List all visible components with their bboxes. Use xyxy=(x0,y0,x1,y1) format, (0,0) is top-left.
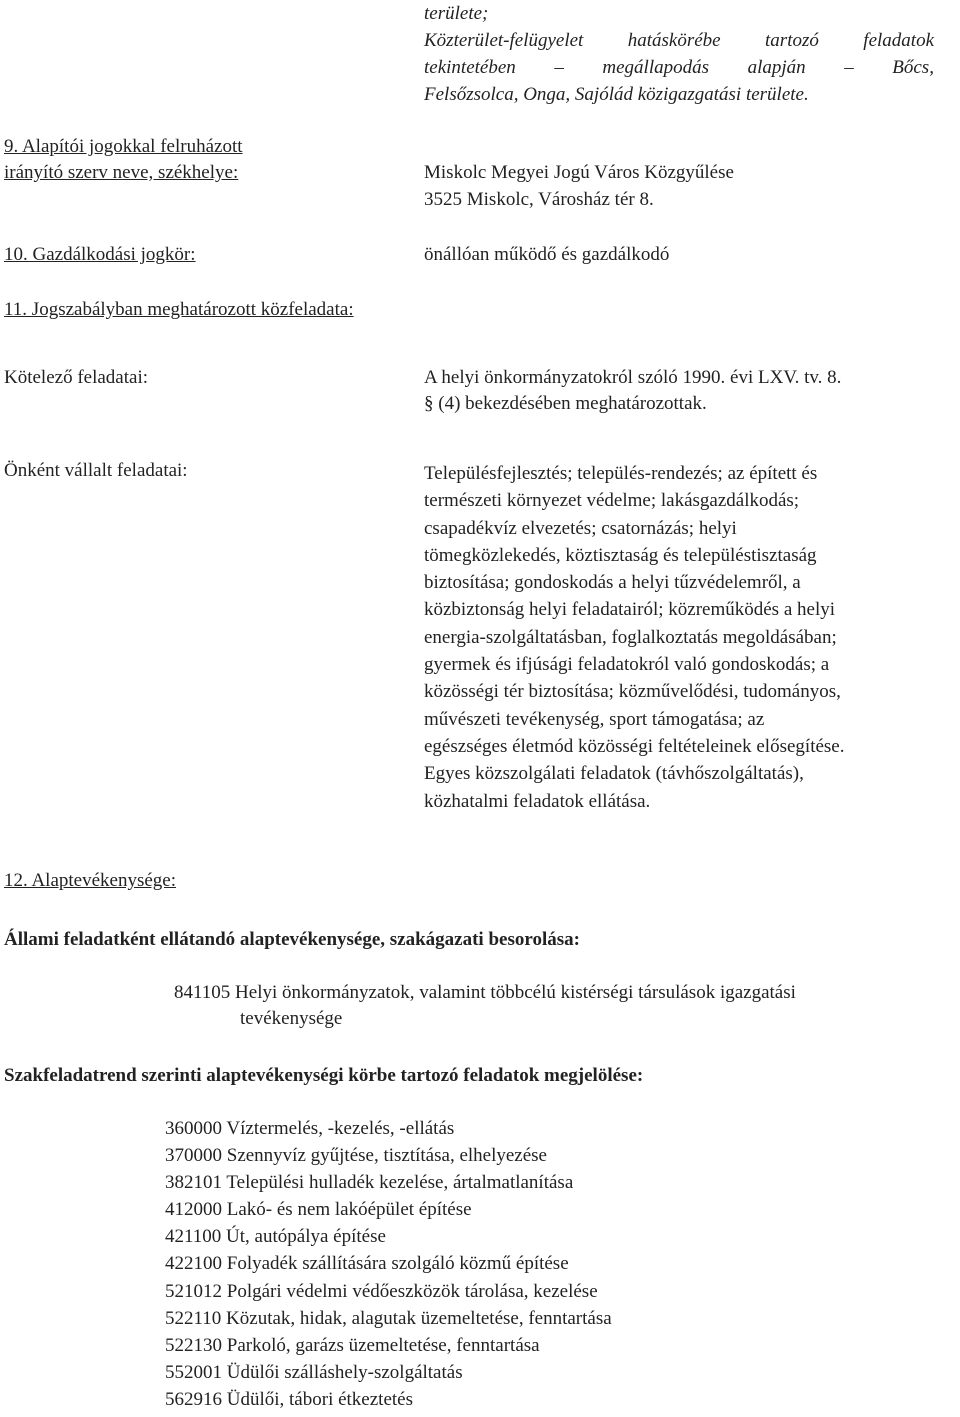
item10-value: önállóan működő és gazdálkodó xyxy=(424,244,670,265)
text-line: művészeti tevékenység, sport támogatása; az xyxy=(424,708,765,730)
list-item: 562916 Üdülői, tábori étkeztetés xyxy=(165,1388,413,1410)
item12-heading: 12. Alaptevékenysége: xyxy=(4,870,177,891)
text-line: közösségi tér biztosítása; közművelődési, tudományos, xyxy=(424,681,841,703)
text-line: közbiztonság helyi feladatairól; közreműködés a helyi xyxy=(424,599,835,621)
list-item: 421100 Út, autópálya építése xyxy=(165,1226,386,1248)
szakfeladat-list xyxy=(165,1115,612,1413)
continuation-line-4: Felsőzsolca, Onga, Sajólád közigazgatási területe. xyxy=(424,84,809,105)
state-task-line2: tevékenysége xyxy=(240,1008,343,1029)
continuation-line-3 xyxy=(424,54,934,81)
list-item: 412000 Lakó- és nem lakóépület építése xyxy=(165,1199,472,1221)
state-task-line1: 841105 Helyi önkormányzatok, valamint többcélú kistérségi társulások igazgatási xyxy=(174,982,796,1003)
list-item: 521012 Polgári védelmi védőeszközök tárolása, kezelése xyxy=(165,1280,598,1302)
list-item: 522110 Közutak, hidak, alagutak üzemeltetése, fenntartása xyxy=(165,1307,612,1329)
item11-heading: 11. Jogszabályban meghatározott közfeladata: xyxy=(4,299,354,320)
item10-label: 10. Gazdálkodási jogkör: xyxy=(4,244,196,265)
mandatory-tasks-value-line1: A helyi önkormányzatokról szóló 1990. évi LXV. tv. 8. xyxy=(424,367,842,388)
text-line: energia-szolgáltatásban, foglalkoztatás megoldásában; xyxy=(424,626,837,648)
word: tartozó xyxy=(765,30,819,51)
mandatory-tasks-label: Kötelező feladatai: xyxy=(4,367,149,388)
text-line: gyermek és ifjúsági feladatokról való gondoskodás; a xyxy=(424,654,830,676)
voluntary-tasks-label: Önként vállalt feladatai: xyxy=(4,460,188,481)
list-item: 522130 Parkoló, garázs üzemeltetése, fenntartása xyxy=(165,1334,540,1356)
text-line: egészséges életmód közösségi feltételeinek elősegítése. xyxy=(424,735,845,757)
word: tekintetében xyxy=(424,57,516,78)
item9-value-line2: 3525 Miskolc, Városház tér 8. xyxy=(424,189,654,210)
item9-label-line1: 9. Alapítói jogokkal felruházott xyxy=(4,136,243,157)
word: megállapodás xyxy=(602,57,710,78)
word: Közterület-felügyelet xyxy=(424,30,584,51)
list-item: 370000 Szennyvíz gyűjtése, tisztítása, elhelyezése xyxy=(165,1145,547,1167)
list-item: 360000 Víztermelés, -kezelés, -ellátás xyxy=(165,1118,455,1139)
word: hatáskörébe xyxy=(627,30,721,51)
text-line: csapadékvíz elvezetés; csatornázás; helyi xyxy=(424,517,737,539)
list-item: 552001 Üdülői szálláshely-szolgáltatás xyxy=(165,1361,463,1383)
list-item: 422100 Folyadék szállítására szolgáló közmű építése xyxy=(165,1253,569,1275)
text-line: tömegközlekedés, köztisztaság és településtisztaság xyxy=(424,544,817,566)
text-line: közhatalmi feladatok ellátása. xyxy=(424,790,651,812)
word: feladatok xyxy=(863,30,934,51)
text-line: biztosítása; gondoskodás a helyi tűzvédelemről, a xyxy=(424,572,801,594)
text-line: természeti környezet védelme; lakásgazdálkodás; xyxy=(424,490,800,512)
word: alapján xyxy=(747,57,806,78)
item9-label-line2: irányító szerv neve, székhelye: xyxy=(4,162,239,183)
text-line: Településfejlesztés; település-rendezés; az épített és xyxy=(424,463,818,484)
word: Bőcs, xyxy=(892,57,934,78)
text-line: Egyes közszolgálati feladatok (távhőszolgáltatás), xyxy=(424,763,804,785)
mandatory-tasks-value-line2: § (4) bekezdésében meghatározottak. xyxy=(424,393,707,414)
state-task-heading: Állami feladatként ellátandó alaptevékenysége, szakágazati besorolása: xyxy=(4,929,580,950)
word: – xyxy=(844,57,854,78)
voluntary-tasks-text xyxy=(424,460,954,815)
list-item: 382101 Települési hulladék kezelése, ártalmatlanítása xyxy=(165,1172,574,1194)
continuation-line-2 xyxy=(424,27,934,54)
item9-value-line1: Miskolc Megyei Jogú Város Közgyűlése xyxy=(424,162,734,183)
item8-continuation xyxy=(424,0,934,108)
continuation-line-1: területe; xyxy=(424,3,489,24)
szakfeladat-heading: Szakfeladatrend szerinti alaptevékenységi körbe tartozó feladatok megjelölése: xyxy=(4,1065,644,1086)
word: – xyxy=(554,57,564,78)
